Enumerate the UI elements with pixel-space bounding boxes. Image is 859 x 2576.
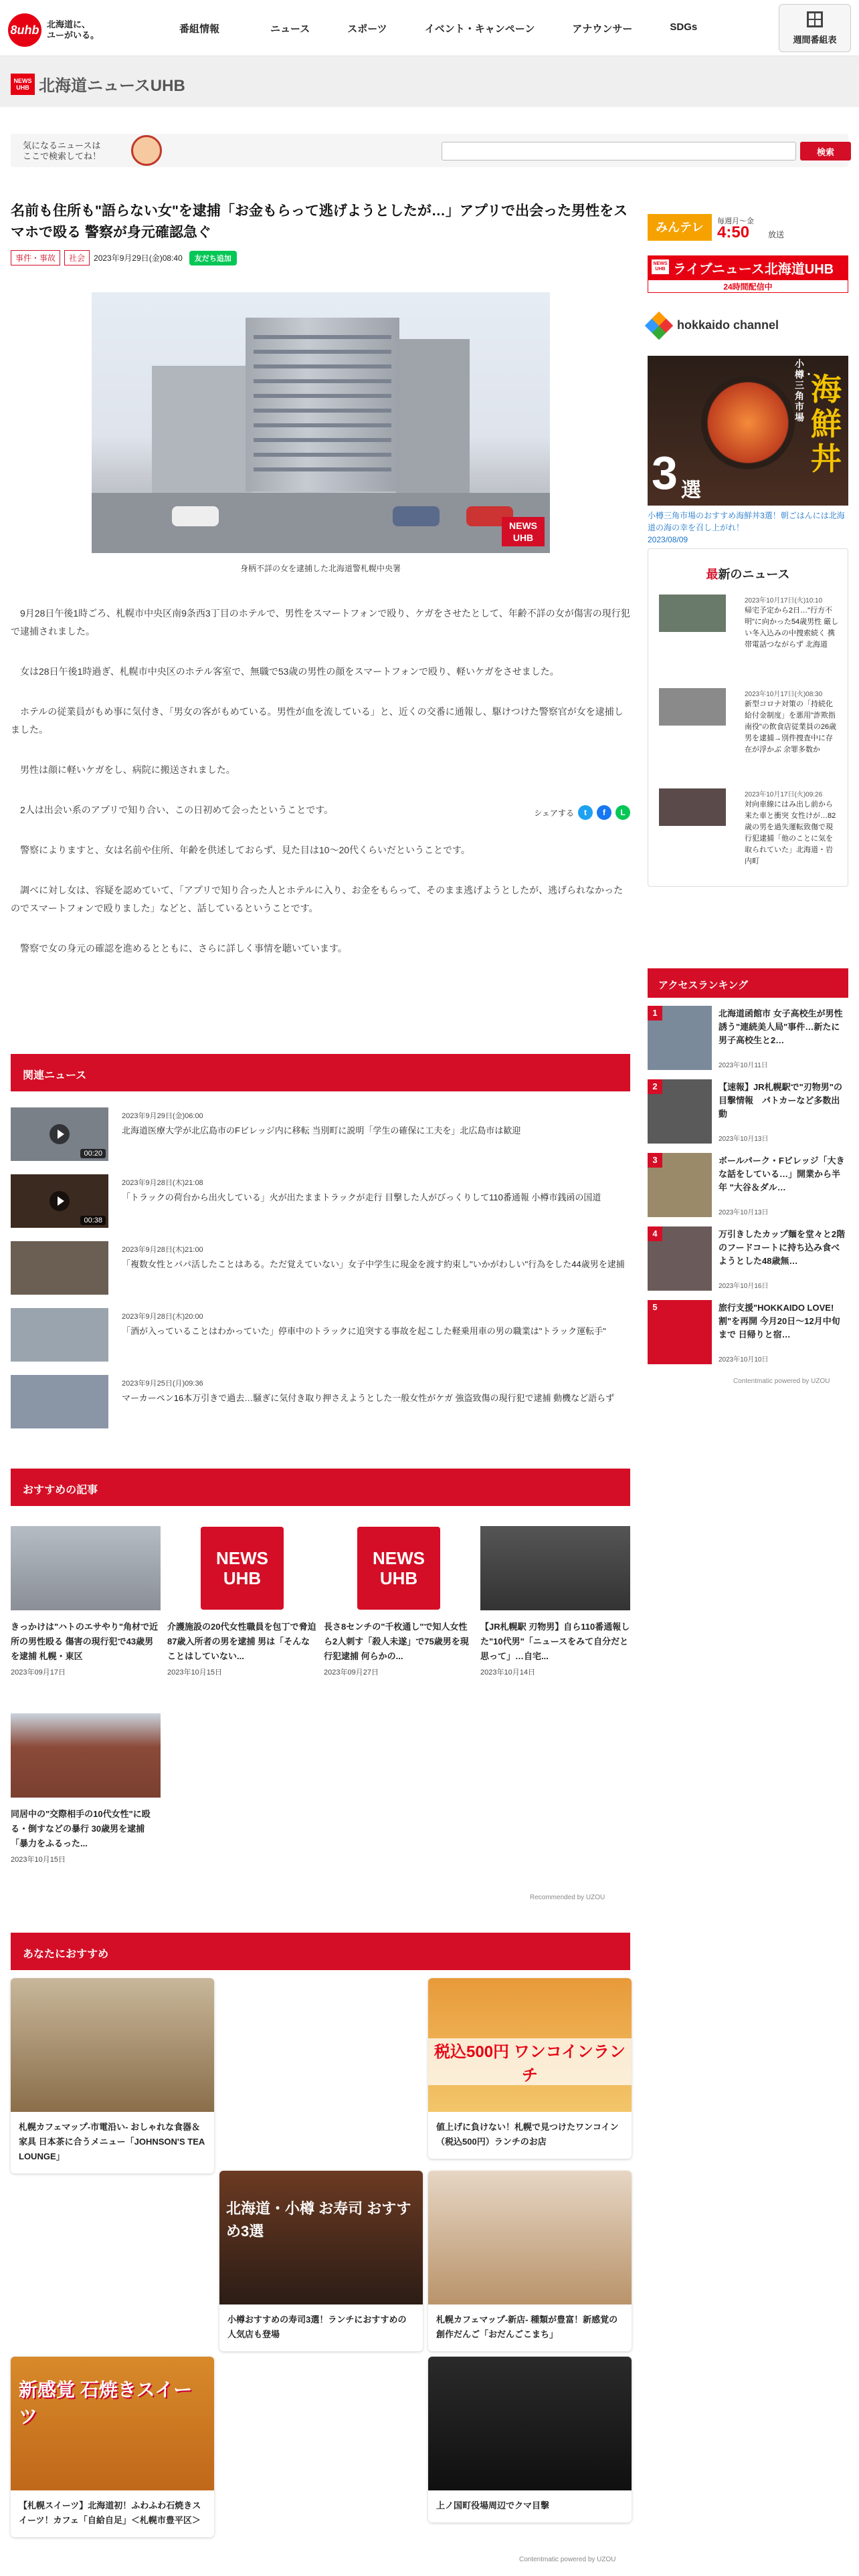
recommended-item[interactable] (480, 1526, 630, 1677)
nav-news[interactable]: ニュース (270, 23, 310, 35)
for-you-title: 値上げに負けない！札幌で見つけたワンコイン（税込500円）ランチのお店 (436, 2122, 619, 2147)
article-title: 名前も住所も"語らない女"を逮捕「お金もらって逃げようとしたが…」アプリで出会った男性をスマホで殴る 警察が身元確認急ぐ (11, 203, 628, 240)
search-prompt (23, 140, 101, 162)
latest-thumb (659, 595, 726, 632)
uhb-tagline (47, 19, 99, 41)
promo-overlay-main: 海鮮丼 (811, 372, 842, 476)
ranking-item[interactable] (648, 1006, 848, 1070)
promo-overlay-top: 小樽・三角市場 (795, 358, 814, 423)
uzou-credit[interactable]: Recommended by UZOU (530, 1894, 605, 1901)
for-you-card[interactable] (11, 2357, 214, 2537)
ad-suffix: 放送 (768, 230, 785, 239)
article-meta (11, 250, 630, 265)
related-item[interactable] (11, 1107, 630, 1161)
rank-number: 3 (648, 1153, 662, 1168)
related-date: 2023年9月25日(月)09:36 (122, 1380, 203, 1388)
ranking-title: 旅行支援"HOKKAIDO LOVE!割"を再開 今月20日～12月中旬まで 日帰りと宿… (719, 1303, 840, 1339)
tagline-line-1: 北海道に、 (47, 19, 91, 29)
hokkaido-channel-title: hokkaido channel (677, 318, 779, 332)
ranking-item[interactable] (648, 1079, 848, 1144)
play-icon (50, 1191, 70, 1211)
kaisendon-image (701, 376, 795, 469)
for-you-title: 【札幌スイーツ】北海道初！ふわふわ石焼きスイーツ！カフェ「自給自足」＜札幌市豊平区＞ (19, 2500, 201, 2525)
brand-band (0, 56, 859, 107)
rank-number: 2 (648, 1079, 662, 1094)
for-you-title: 札幌カフェマップ-新店- 種類が豊富！新感覚の創作だんご「おだんごこまち」 (436, 2315, 618, 2339)
recommended-item[interactable] (324, 1526, 474, 1677)
for-you-thumb (428, 1978, 632, 2112)
ranking-date: 2023年10月13日 (719, 1136, 769, 1143)
promo-overlay-sel: 選 (681, 479, 701, 502)
uhb-logo-mark: 8uhb (8, 13, 41, 47)
related-thumb (11, 1241, 108, 1295)
line-icon[interactable]: L (615, 805, 630, 820)
for-you-card[interactable] (428, 1978, 632, 2159)
search-button[interactable]: 検索 (800, 142, 851, 160)
ranking-title: 【速報】JR札幌駅で"刃物男"の目撃情報 パトカーなど多数出動 (719, 1082, 842, 1119)
related-date: 2023年9月28日(木)21:08 (122, 1179, 203, 1187)
ranking-item[interactable] (648, 1226, 848, 1291)
minnatele-logo: みんテレ (648, 214, 712, 241)
hokkaido-channel-banner[interactable] (648, 312, 848, 338)
for-you-thumb (219, 2171, 423, 2304)
play-icon (50, 1124, 70, 1144)
ranking-date: 2023年10月10日 (719, 1356, 769, 1364)
article (11, 201, 630, 980)
latest-item[interactable] (659, 788, 840, 865)
related-date: 2023年9月28日(木)21:00 (122, 1246, 203, 1254)
latest-title: 新型コロナ対策の「持続化給付金制度」を悪用"詐欺指南役"の飲食店従業員の26歳男を逮捕→別件捜査中に存在が浮かぶ 余罪多数か (745, 700, 837, 754)
promo-overlay-num: 3 (652, 447, 678, 499)
article-photo (92, 292, 550, 553)
photo-caption: 身柄不詳の女を逮捕した北海道警札幌中央署 (240, 564, 401, 573)
nav-events[interactable]: イベント・キャンペーン (424, 23, 535, 35)
for-you-title: 上ノ国町役場周辺でクマ目撃 (436, 2500, 550, 2510)
ranking-date: 2023年10月13日 (719, 1209, 769, 1216)
recommended-thumb (11, 1526, 161, 1610)
latest-date: 2023年10月17日(火)10:10 (745, 597, 823, 605)
latest-item[interactable] (659, 688, 840, 762)
nav-sports[interactable]: スポーツ (347, 23, 387, 35)
paragraph: 調べに対し女は、容疑を認めていて、「アプリで知り合った人とホテルに入り、お金をもらって、そのまま逃げようとしたが、逃げられなかったのでスマートフォンで殴りました」などと、話しているということです。 (11, 885, 624, 914)
related-item[interactable] (11, 1308, 630, 1362)
ranking-item[interactable] (648, 1300, 848, 1364)
twitter-icon[interactable]: t (578, 805, 593, 820)
paragraph: 男性は顔に軽いケガをし、病院に搬送されました。 (20, 764, 235, 775)
ranking-item[interactable] (648, 1153, 848, 1217)
tv-guide-label: 週間番組表 (793, 35, 837, 45)
related-thumb (11, 1174, 108, 1228)
latest-news-heading (648, 565, 848, 582)
latest-date: 2023年10月17日(火)09:26 (745, 791, 823, 798)
related-date: 2023年9月28日(木)20:00 (122, 1313, 203, 1321)
recommended-heading: おすすめの記事 (11, 1469, 630, 1506)
ranking-date: 2023年10月11日 (719, 1062, 768, 1069)
nav-programs[interactable]: 番組情報 (179, 23, 220, 35)
for-you-title: 札幌カフェマップ-市電沿い- おしゃれな食器＆家具 日本茶に合うメニュー「JOHNSON'S TEA LOUNGE」 (19, 2122, 205, 2161)
news-uhb-brand[interactable] (11, 72, 185, 96)
paragraph: 警察で女の身元の確認を進めるとともに、さらに詳しく事情を聴いています。 (20, 943, 347, 954)
latest-thumb (659, 688, 726, 726)
news-uhb-logo: NEWS UHB (11, 74, 35, 95)
ranking-date: 2023年10月16日 (719, 1283, 769, 1290)
mascot-icon (131, 135, 162, 166)
latest-heading-accent: 最 (706, 568, 719, 581)
related-thumb (11, 1107, 108, 1161)
for-you-thumb (428, 2171, 632, 2304)
news-uhb-logo: NEWS UHB (201, 1527, 284, 1610)
search-bar (11, 134, 848, 167)
grid-icon (807, 11, 823, 27)
live-news-banner[interactable] (648, 255, 848, 293)
minnatele-banner[interactable] (648, 214, 848, 241)
related-news-heading: 関連ニュース (11, 1054, 630, 1091)
share-label: シェアする (534, 808, 574, 818)
related-title: マーカーペン16本万引きで過去…騒ぎに気付き取り押さえようとした一般女性がケガ 強盗致傷の現行犯で逮捕 動機など語らず (122, 1393, 615, 1403)
rank-number: 1 (648, 1006, 662, 1021)
global-nav (161, 21, 716, 35)
for-you-card[interactable] (11, 1978, 214, 2173)
ad-schedule: 毎週月～金 (717, 217, 754, 225)
uzou-credit[interactable]: Contentmatic powered by UZOU (519, 2556, 616, 2563)
paragraph: 女は28日午後1時過ぎ、札幌市中央区のホテル客室で、無職で53歳の男性の顔をスマートフォンで殴り、軽いケガをさせました。 (20, 666, 559, 677)
nav-announcers[interactable]: アナウンサー (572, 23, 633, 35)
recommended-thumb (480, 1526, 630, 1610)
tag-incident[interactable]: 事件・事故 (11, 250, 60, 265)
news-uhb-logo: NEWS UHB (357, 1527, 440, 1610)
recommended-date: 2023年10月15日 (11, 1856, 66, 1864)
recommended-item[interactable] (11, 1713, 161, 1864)
recommended-date: 2023年10月15日 (167, 1669, 222, 1677)
recommended-item[interactable] (11, 1526, 161, 1677)
nav-sdgs[interactable]: SDGs (670, 21, 698, 33)
promo-caption: 小樽三角市場のおすすめ海鮮丼3選！朝ごはんには北海道の海の幸を召し上がれ！ (648, 511, 845, 532)
recommended-title: 【JR札幌駅 刃物男】自ら110番通報した"10代男"「ニュースをみて自分だと思って」…自宅... (480, 1622, 630, 1661)
article-date: 2023年9月29日(金)08:40 (94, 253, 183, 263)
access-ranking (648, 968, 848, 1390)
search-input[interactable] (442, 142, 796, 160)
ranking-heading: アクセスランキング (648, 968, 848, 998)
latest-title: 対向車線にはみ出し前から来た車と衝突 女性けが…82歳の男を過失運転致傷で現行犯逮捕「他のことに気を取られていた」北海道・岩内町 (745, 800, 836, 865)
news-uhb-logo: NEWS UHB (652, 259, 669, 274)
for-you-card[interactable] (219, 2171, 423, 2351)
share-bar (11, 805, 630, 819)
line-add-friend-button[interactable]: 友だち追加 (189, 251, 237, 265)
recommended-title: 介護施設の20代女性職員を包丁で脅迫 87歳入所者の男を逮捕 男は「そんなことはしていない... (167, 1622, 316, 1661)
for-you-card[interactable] (428, 2171, 632, 2351)
recommended-title: きっかけは"ハトのエサやり"角材で近所の男性殴る 傷害の現行犯で43歳男を逮捕 札幌・東区 (11, 1622, 159, 1661)
uzou-credit[interactable]: Contentmatic powered by UZOU (733, 1378, 830, 1385)
kaisendon-promo[interactable] (648, 356, 848, 506)
live-news-sub: 24時間配信中 (648, 280, 848, 293)
related-date: 2023年9月29日(金)06:00 (122, 1112, 203, 1120)
thumb-overlay-text: 新感覚 石焼きスイーツ (19, 2379, 193, 2427)
article-body (11, 605, 630, 958)
related-title: 「酒が入っていることはわかっていた」停車中のトラックに追突する事故を起こした軽乗用車の男の職業は"トラック運転手" (122, 1326, 606, 1336)
for-you-heading: あなたにおすすめ (11, 1933, 630, 1970)
related-item[interactable] (11, 1241, 630, 1295)
tag-society[interactable]: 社会 (64, 250, 90, 265)
for-you-card[interactable] (428, 2357, 632, 2523)
related-item[interactable] (11, 1174, 630, 1228)
recommended-date: 2023年09月17日 (11, 1669, 66, 1677)
related-thumb (11, 1375, 108, 1428)
latest-heading-rest: 新のニュース (718, 568, 790, 581)
paragraph: 警察によりますと、女は名前や住所、年齢を供述しておらず、見た目は10～20代くらいだということです。 (20, 845, 470, 855)
recommended-title: 長さ8センチの"千枚通し"で知人女性ら2人刺す「殺人未遂」で75歳男を現行犯逮捕 何らかの... (324, 1622, 469, 1661)
for-you-thumb (428, 2357, 632, 2490)
related-title: 北海道医療大学が北広島市のFビレッジ内に移転 当別町に説明「学生の確保に工夫を」北広島市は歓迎 (122, 1125, 521, 1136)
kaisendon-caption[interactable] (648, 510, 848, 546)
thumb-overlay-text: 税込500円 ワンコインランチ (428, 2038, 632, 2085)
ad-time: 4:50 (717, 223, 750, 241)
rank-number: 4 (648, 1226, 662, 1241)
ranking-title: 北海道函館市 女子高校生が男性誘う"連続美人局"事件…新たに男子高校生と2… (719, 1008, 843, 1045)
paragraph: 2人は出会い系のアプリで知り合い、この日初めて会ったということです。 (20, 804, 334, 815)
hokkaido-channel-icon (645, 312, 673, 340)
recommended-thumb (11, 1713, 161, 1798)
brand-title: 北海道ニュースUHB (39, 77, 185, 95)
latest-date: 2023年10月17日(火)08:30 (745, 691, 823, 698)
ranking-title: 万引きしたカップ麺を堂々と2階のフードコートに持ち込み食べようとした48歳無… (719, 1229, 846, 1266)
latest-news-box (648, 548, 848, 887)
news-uhb-watermark: NEWS UHB (502, 517, 545, 546)
for-you-thumb (11, 2357, 214, 2490)
for-you-title: 小樽おすすめの寿司3選！ランチにおすすめの人気店も登場 (227, 2315, 407, 2339)
tagline-line-2: ユーがいる。 (47, 30, 100, 40)
latest-item[interactable] (659, 595, 840, 668)
recommended-date: 2023年09月27日 (324, 1669, 379, 1677)
site-header (0, 0, 859, 56)
related-title: 「複数女性とパパ活したことはある。ただ覚えていない」女子中学生に現金を渡す約束し"いかがわしい"行為をした44歳男を逮捕 (122, 1259, 625, 1269)
recommended-thumb (167, 1526, 317, 1610)
paragraph: ホテルの従業員がもめ事に気付き、「男女の客がもめている。男性が血を流している」と、近くの交番に通報し、駆けつけた警察官が女を逮捕しました。 (11, 706, 624, 735)
uhb-logo[interactable] (8, 13, 99, 47)
video-duration: 00:20 (80, 1149, 106, 1158)
live-news-title: ライブニュース北海道UHB (673, 262, 834, 277)
paragraph: 9月28日午後1時ごろ、札幌市中央区南9条西3丁目のホテルで、男性をスマートフォンで殴り、ケガをさせたとして、年齢不詳の女が傷害の現行犯で逮捕されました。 (11, 608, 630, 637)
related-thumb (11, 1308, 108, 1362)
latest-thumb (659, 788, 726, 826)
related-item[interactable] (11, 1375, 630, 1428)
search-prompt-line-2: ここで検索してね！ (23, 151, 102, 161)
recommended-item[interactable] (167, 1526, 317, 1677)
rank-number: 5 (648, 1300, 662, 1315)
related-title: 「トラックの荷台から出火している」火が出たままトラックが走行 目撃した人がびっくりして110番通報 小樽市銭函の国道 (122, 1192, 601, 1202)
recommended-title: 同居中の"交際相手の10代女性"に殴る・倒すなどの暴行 30歳男を逮捕 「暴力をふるった... (11, 1809, 151, 1848)
video-duration: 00:38 (80, 1216, 106, 1225)
for-you-thumb (11, 1978, 214, 2112)
thumb-overlay-text: 北海道・小樽 お寿司 おすすめ3選 (226, 2200, 411, 2240)
ranking-title: ボールパーク・Fビレッジ「大きな話をしている…」開業から半年 "大谷＆ダル… (719, 1156, 845, 1192)
latest-title: 帰宅予定から2日…"行方不明"に向かった54歳男性 厳しい冬入込みの中捜索続く 携帯電話つながらず 北海道 (745, 607, 839, 649)
recommended-thumb (324, 1526, 474, 1610)
search-prompt-line-1: 気になるニュースは (23, 140, 101, 150)
facebook-icon[interactable]: f (597, 805, 611, 820)
recommended-date: 2023年10月14日 (480, 1669, 535, 1677)
tv-guide-button[interactable] (779, 4, 851, 52)
promo-date: 2023/08/09 (648, 535, 688, 544)
